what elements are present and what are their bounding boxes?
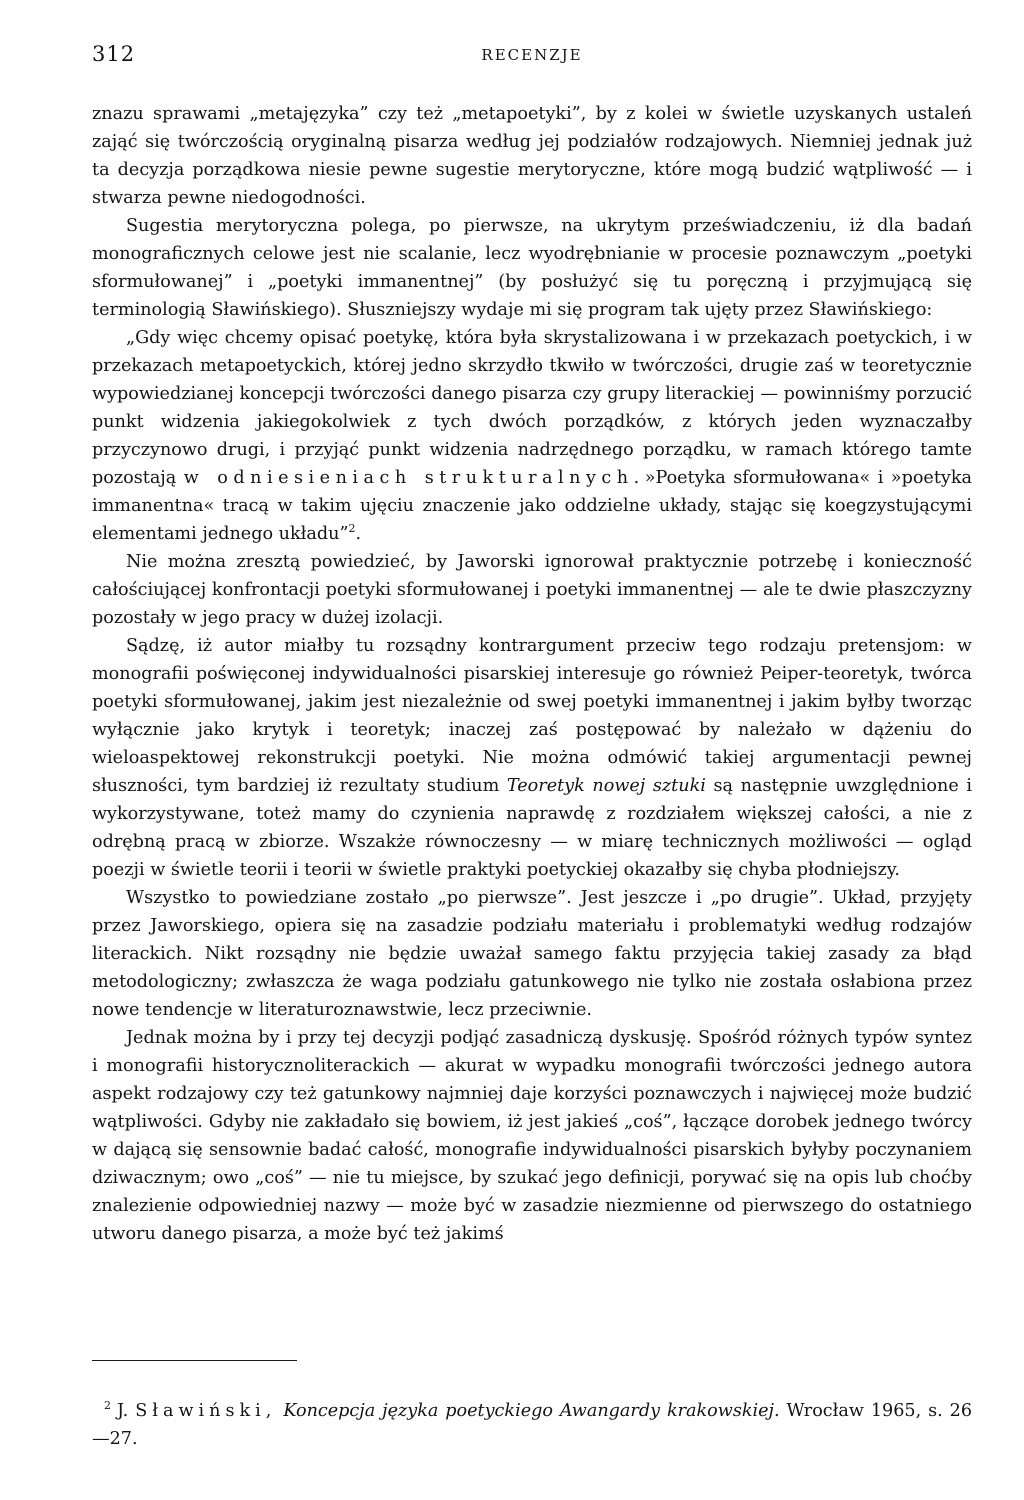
paragraph-2: Sugestia merytoryczna polega, po pierwsze, na ukrytym przeświadczeniu, iż dla badań monograficznych celowe jest nie scalanie, lecz wyodrębnianie w procesie poznawczym „poetyki sformułowanej” i „poetyki immanentnej” (by posłużyć się tu poręczną i przyjmującą się terminologią Sławińskiego). Słuszniejszy wydaje mi się program tak ujęty przez Sławińskiego: [92, 216, 972, 320]
paragraph-6: Wszystko to powiedziane zostało „po pierwsze”. Jest jeszcze i „po drugie”. Układ, przyjęty przez Jaworskiego, opiera się na zasadzie podziału materiału i problematyki według rodzajów literackich. Nikt rozsądny nie będzie uważał samego faktu przyjęcia takiej zasady za błąd metodologiczny; zwłaszcza że waga podziału gatunkowego nie tylko nie została osłabiona przez nowe tendencje w literaturoznawstwie, lecz przeciwnie. [92, 888, 972, 1020]
footnote-publication: Wrocław 1965, s. 26—27. [92, 1401, 973, 1449]
italic-title: Teoretyk nowej sztuki [506, 776, 706, 796]
paragraph-1: znazu sprawami „metajęzyka” czy też „metapoetyki”, by z kolei w świetle uzyskanych ustaleń zająć się twórczością oryginalną pisarza według jej podziałów rodzajowych. Niemniej jednak już ta decyzja porządkowa niesie pewne sugestie merytoryczne, które mogą budzić wątpliwość — i stwarza pewne niedogodności. [92, 104, 972, 208]
quotation-text-b: »Poetyka sformułowana« i »poetyka immanentna« tracą w takim ujęciu znaczenie jako oddzielne układy, stając się koegzystującymi elementami jednego układu” [92, 468, 973, 544]
running-head: RECENZJE [481, 46, 583, 64]
page-number: 312 [92, 42, 136, 66]
paragraph-5 [92, 632, 972, 884]
footnote-divider [92, 1360, 297, 1361]
quotation-paragraph [92, 324, 972, 548]
footnote-author-surname: Sławiński, [135, 1401, 277, 1421]
footnote-title: Koncepcja języka poetyckiego Awangardy krakowskiej. [283, 1401, 780, 1421]
paragraph-5-text-b: są następnie uwzględnione i wykorzystywane, toteż mamy do czynienia naprawdę z rozdziałem większej całości, a nie z odrębną pracą w zbiorze. Wszakże równoczesny — w miarę technicznych możliwości — ogląd poezji w świetle teorii i teorii w świetle praktyki poetyckiej okazałby się chyba płodniejszy. [92, 776, 973, 880]
quotation-spaced-emphasis: w odniesieniach strukturalnych. [183, 468, 645, 488]
footnote-author-initial: J. [117, 1401, 129, 1421]
quotation-text-a: „Gdy więc chcemy opisać poetykę, która była skrystalizowana i w przekazach poetyckich, i w przekazach metapoetyckich, której jedno skrzydło tkwiło w twórczości, drugie zaś w teoretycznie wypowiedzianej koncepcji twórczości danego pisarza czy grupy literackiej — powinniśmy porzucić punkt widzenia jakiegokolwiek z tych dwóch porządków, z których jeden wyznaczałby przyczynowo drugi, i przyjąć punkt widzenia nadrzędnego porządku, w ramach którego tamte pozostają [92, 328, 972, 488]
paragraph-7: Jednak można by i przy tej decyzji podjąć zasadniczą dyskusję. Spośród różnych typów syntez i monografii historycznoliterackich — akurat w wypadku monografii twórczości jednego autora aspekt rodzajowy czy też gatunkowy najmniej daje korzyści poznawczych i najwięcej może budzić wątpliwości. Gdyby nie zakładało się bowiem, iż jest jakieś „coś”, łączące dorobek jednego twórcy w dającą się sensownie badać całość, monografie indywidualności pisarskich byłyby poczynaniem dziwacznym; owo „coś” — nie tu miejsce, by szukać jego definicji, porywać się na opis lub choćby znalezienie odpowiedniej nazwy — może być w zasadzie niezmienne od pierwszego do ostatniego utworu danego pisarza, a może być też jakimś [92, 1028, 972, 1244]
footnote [92, 1397, 972, 1453]
paragraph-4: Nie można zresztą powiedzieć, by Jaworski ignorował praktycznie potrzebę i konieczność całościującej konfrontacji poetyki sformułowanej i poetyki immanentnej — ale te dwie płaszczyzny pozostały w jego pracy w dużej izolacji. [92, 552, 972, 628]
quotation-end-punct: . [355, 524, 362, 544]
body-text [92, 100, 972, 1248]
page-header [92, 42, 972, 68]
footnote-reference: 2 [348, 522, 356, 536]
document-page [92, 0, 972, 1500]
footnote-marker: 2 [104, 1399, 111, 1413]
paragraph-5-text-a: Sądzę, iż autor miałby tu rozsądny kontrargument przeciw tego rodzaju pretensjom: w monografii poświęconej indywidualności pisarskiej interesuje go również Peiper-teoretyk, twórca poetyki sformułowanej, jakim jest niezależnie od swej poetyki immanentnej i jakim byłby tworząc wyłącznie jako krytyk i teoretyk; inaczej zaś postępować by należało w dążeniu do wieloaspektowej rekonstrukcji poetyki. Nie można odmówić takiej argumentacji pewnej słuszności, tym bardziej iż rezultaty studium [92, 636, 972, 796]
